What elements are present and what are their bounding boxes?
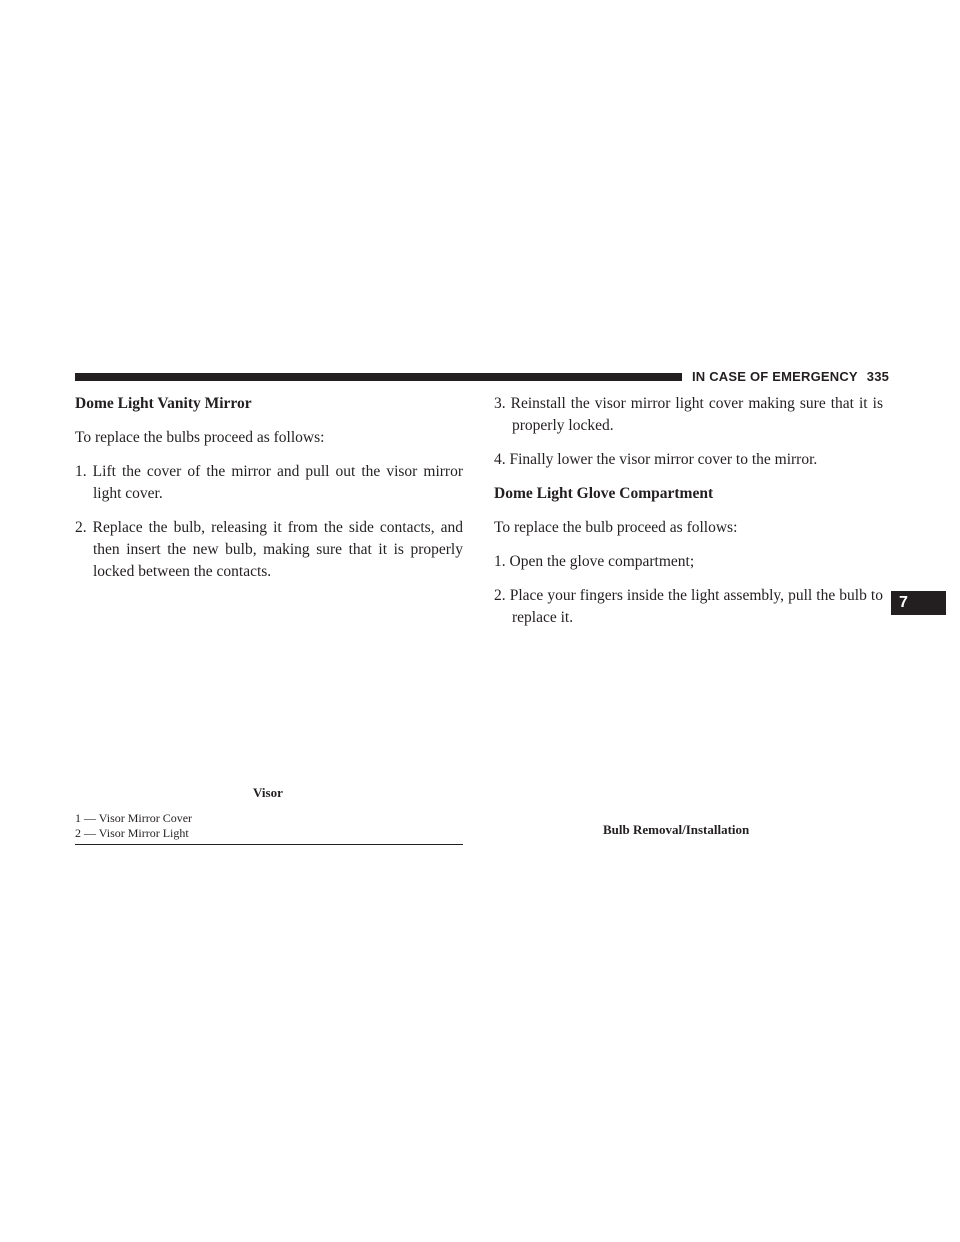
step-item: 3. Reinstall the visor mirror light cover making sure that it is properly locked. (494, 395, 883, 434)
right-column (494, 393, 883, 641)
header-rule (75, 373, 682, 381)
intro-text: To replace the bulb proceed as follows: (494, 519, 738, 536)
section-heading-vanity-mirror: Dome Light Vanity Mirror (75, 395, 252, 412)
step-item: 4. Finally lower the visor mirror cover to the mirror. (494, 451, 818, 468)
step-item: 2. Place your fingers inside the light assembly, pull the bulb to replace it. (494, 587, 883, 626)
step-item: 2. Replace the bulb, releasing it from the side contacts, and then insert the new bulb, making sure that it is properly locked between the contacts. (75, 519, 463, 580)
legend-item: 2 — Visor Mirror Light (75, 826, 189, 840)
left-column (75, 393, 463, 595)
legend-divider (75, 844, 463, 845)
figure-caption-visor: Visor (253, 785, 283, 800)
step-item: 1. Lift the cover of the mirror and pull out the visor mirror light cover. (75, 463, 463, 502)
chapter-tab: 7 (891, 591, 946, 615)
page-number: 335 (866, 369, 890, 384)
figure-caption-bulb: Bulb Removal/Installation (603, 822, 750, 837)
running-header (692, 369, 889, 384)
figure-legend (75, 811, 192, 841)
section-heading-glove-compartment: Dome Light Glove Compartment (494, 485, 714, 502)
step-item: 1. Open the glove compartment; (494, 553, 695, 570)
legend-item: 1 — Visor Mirror Cover (75, 811, 193, 825)
section-title: IN CASE OF EMERGENCY (692, 369, 858, 384)
intro-text: To replace the bulbs proceed as follows: (75, 429, 325, 446)
